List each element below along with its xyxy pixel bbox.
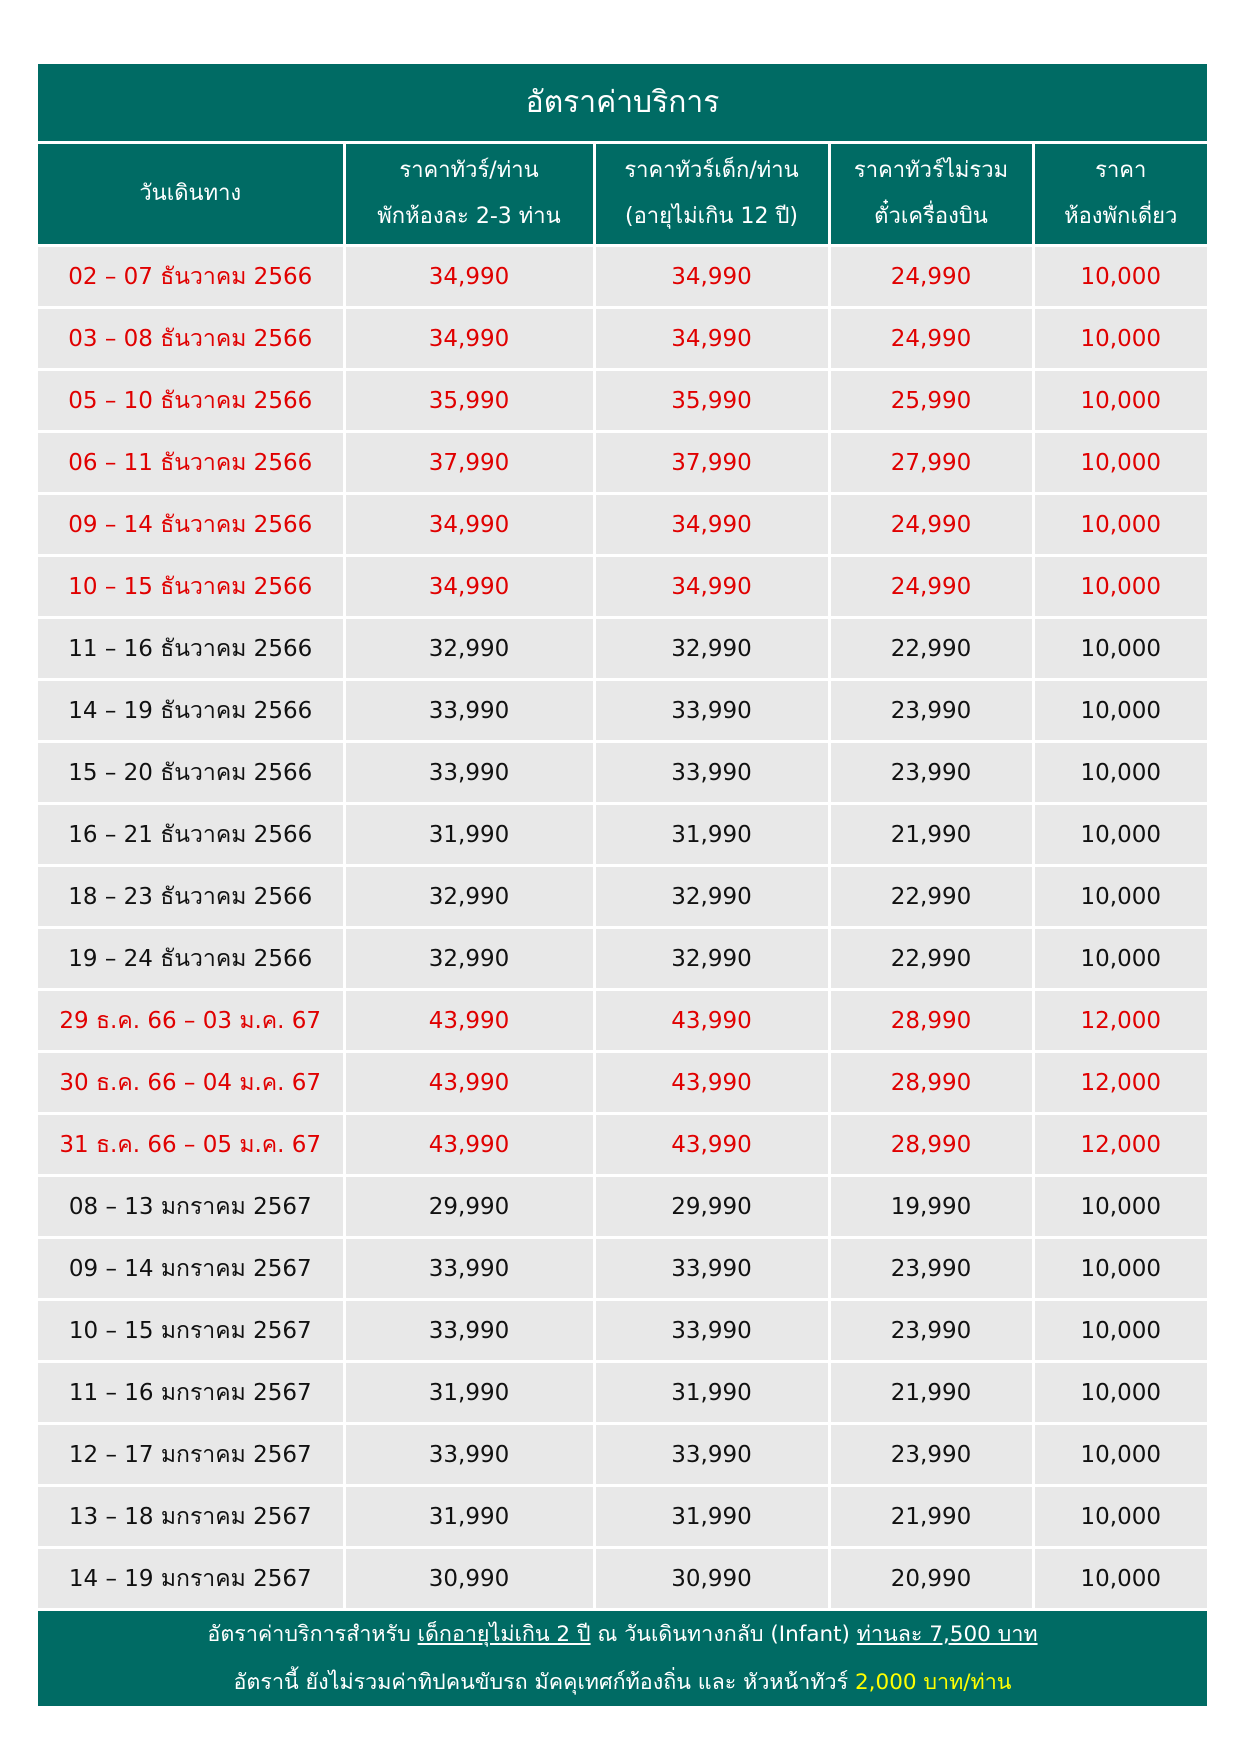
table-row bbox=[38, 1362, 1207, 1424]
cell-no-ticket-price: 22,990 bbox=[829, 866, 1033, 928]
rates-body bbox=[38, 246, 1207, 1609]
header-line: วันเดินทาง bbox=[139, 181, 242, 206]
table-row bbox=[38, 990, 1207, 1052]
cell-travel-date: 31 ธ.ค. 66 – 05 ม.ค. 67 bbox=[38, 1114, 344, 1176]
cell-child-price: 33,990 bbox=[594, 680, 829, 742]
cell-child-price: 34,990 bbox=[594, 246, 829, 308]
cell-child-price: 34,990 bbox=[594, 494, 829, 556]
cell-adult-price: 34,990 bbox=[344, 494, 594, 556]
footer-notes bbox=[38, 1608, 1207, 1706]
table-row bbox=[38, 246, 1207, 308]
cell-child-price: 31,990 bbox=[594, 1362, 829, 1424]
cell-child-price: 33,990 bbox=[594, 1300, 829, 1362]
cell-travel-date: 18 – 23 ธันวาคม 2566 bbox=[38, 866, 344, 928]
cell-travel-date: 10 – 15 ธันวาคม 2566 bbox=[38, 556, 344, 618]
cell-child-price: 31,990 bbox=[594, 804, 829, 866]
rate-sheet bbox=[38, 64, 1207, 1706]
table-row bbox=[38, 370, 1207, 432]
header-no-ticket-price bbox=[829, 144, 1033, 246]
cell-no-ticket-price: 23,990 bbox=[829, 680, 1033, 742]
table-row bbox=[38, 556, 1207, 618]
table-row bbox=[38, 1424, 1207, 1486]
cell-no-ticket-price: 22,990 bbox=[829, 618, 1033, 680]
cell-adult-price: 31,990 bbox=[344, 1486, 594, 1548]
footer-infant-price: ท่านละ 7,500 บาท bbox=[856, 1621, 1038, 1647]
cell-child-price: 33,990 bbox=[594, 1238, 829, 1300]
cell-single-room-price: 10,000 bbox=[1033, 1362, 1207, 1424]
footer-text: อัตราค่าบริการสำหรับ bbox=[207, 1621, 418, 1647]
cell-no-ticket-price: 24,990 bbox=[829, 308, 1033, 370]
cell-adult-price: 32,990 bbox=[344, 618, 594, 680]
cell-child-price: 43,990 bbox=[594, 1052, 829, 1114]
header-travel-date bbox=[38, 144, 344, 246]
cell-single-room-price: 10,000 bbox=[1033, 1548, 1207, 1609]
cell-single-room-price: 10,000 bbox=[1033, 432, 1207, 494]
cell-adult-price: 43,990 bbox=[344, 1114, 594, 1176]
cell-travel-date: 16 – 21 ธันวาคม 2566 bbox=[38, 804, 344, 866]
cell-no-ticket-price: 23,990 bbox=[829, 1424, 1033, 1486]
cell-travel-date: 15 – 20 ธันวาคม 2566 bbox=[38, 742, 344, 804]
cell-adult-price: 33,990 bbox=[344, 1238, 594, 1300]
cell-single-room-price: 12,000 bbox=[1033, 1052, 1207, 1114]
cell-travel-date: 14 – 19 มกราคม 2567 bbox=[38, 1548, 344, 1609]
cell-child-price: 30,990 bbox=[594, 1548, 829, 1609]
header-line: (อายุไม่เกิน 12 ปี) bbox=[624, 204, 798, 229]
cell-no-ticket-price: 23,990 bbox=[829, 742, 1033, 804]
cell-adult-price: 32,990 bbox=[344, 928, 594, 990]
cell-child-price: 43,990 bbox=[594, 1114, 829, 1176]
table-row bbox=[38, 1300, 1207, 1362]
table-row bbox=[38, 1238, 1207, 1300]
cell-adult-price: 29,990 bbox=[344, 1176, 594, 1238]
cell-adult-price: 31,990 bbox=[344, 1362, 594, 1424]
cell-adult-price: 34,990 bbox=[344, 308, 594, 370]
cell-single-room-price: 10,000 bbox=[1033, 1238, 1207, 1300]
header-row bbox=[38, 144, 1207, 246]
cell-child-price: 35,990 bbox=[594, 370, 829, 432]
cell-adult-price: 34,990 bbox=[344, 556, 594, 618]
footer-line-tips bbox=[234, 1659, 1012, 1707]
table-row bbox=[38, 1052, 1207, 1114]
table-row bbox=[38, 494, 1207, 556]
cell-single-room-price: 10,000 bbox=[1033, 618, 1207, 680]
cell-child-price: 32,990 bbox=[594, 866, 829, 928]
header-line: ตั๋วเครื่องบิน bbox=[874, 204, 988, 229]
table-row bbox=[38, 308, 1207, 370]
footer-line-infant bbox=[207, 1611, 1037, 1659]
cell-adult-price: 43,990 bbox=[344, 1052, 594, 1114]
cell-no-ticket-price: 23,990 bbox=[829, 1238, 1033, 1300]
cell-single-room-price: 10,000 bbox=[1033, 494, 1207, 556]
table-row bbox=[38, 742, 1207, 804]
cell-single-room-price: 10,000 bbox=[1033, 866, 1207, 928]
cell-no-ticket-price: 22,990 bbox=[829, 928, 1033, 990]
rates-table bbox=[38, 144, 1207, 1608]
cell-child-price: 32,990 bbox=[594, 618, 829, 680]
footer-infant-age: เด็กอายุไม่เกิน 2 ปี bbox=[417, 1621, 591, 1647]
cell-no-ticket-price: 24,990 bbox=[829, 246, 1033, 308]
cell-travel-date: 13 – 18 มกราคม 2567 bbox=[38, 1486, 344, 1548]
table-row bbox=[38, 1176, 1207, 1238]
footer-text: ณ วันเดินทางกลับ (Infant) bbox=[590, 1621, 857, 1647]
cell-child-price: 34,990 bbox=[594, 556, 829, 618]
cell-single-room-price: 10,000 bbox=[1033, 1486, 1207, 1548]
cell-adult-price: 33,990 bbox=[344, 742, 594, 804]
cell-child-price: 32,990 bbox=[594, 928, 829, 990]
cell-no-ticket-price: 28,990 bbox=[829, 1052, 1033, 1114]
cell-travel-date: 10 – 15 มกราคม 2567 bbox=[38, 1300, 344, 1362]
cell-adult-price: 37,990 bbox=[344, 432, 594, 494]
cell-travel-date: 09 – 14 มกราคม 2567 bbox=[38, 1238, 344, 1300]
header-line: ราคาทัวร์เด็ก/ท่าน bbox=[624, 158, 799, 183]
table-title: อัตราค่าบริการ bbox=[38, 64, 1207, 144]
cell-single-room-price: 10,000 bbox=[1033, 370, 1207, 432]
cell-travel-date: 05 – 10 ธันวาคม 2566 bbox=[38, 370, 344, 432]
cell-child-price: 37,990 bbox=[594, 432, 829, 494]
table-row bbox=[38, 1486, 1207, 1548]
cell-adult-price: 43,990 bbox=[344, 990, 594, 1052]
cell-no-ticket-price: 28,990 bbox=[829, 990, 1033, 1052]
cell-travel-date: 02 – 07 ธันวาคม 2566 bbox=[38, 246, 344, 308]
cell-no-ticket-price: 24,990 bbox=[829, 494, 1033, 556]
header-single-room-price bbox=[1033, 144, 1207, 246]
cell-adult-price: 34,990 bbox=[344, 246, 594, 308]
table-row bbox=[38, 928, 1207, 990]
cell-single-room-price: 10,000 bbox=[1033, 556, 1207, 618]
header-line: ราคาทัวร์ไม่รวม bbox=[853, 158, 1009, 183]
cell-single-room-price: 10,000 bbox=[1033, 742, 1207, 804]
cell-travel-date: 29 ธ.ค. 66 – 03 ม.ค. 67 bbox=[38, 990, 344, 1052]
cell-child-price: 34,990 bbox=[594, 308, 829, 370]
cell-single-room-price: 10,000 bbox=[1033, 1300, 1207, 1362]
table-row bbox=[38, 618, 1207, 680]
cell-child-price: 43,990 bbox=[594, 990, 829, 1052]
cell-adult-price: 30,990 bbox=[344, 1548, 594, 1609]
cell-single-room-price: 10,000 bbox=[1033, 928, 1207, 990]
header-line: พักห้องละ 2-3 ท่าน bbox=[377, 204, 561, 229]
cell-no-ticket-price: 20,990 bbox=[829, 1548, 1033, 1609]
cell-adult-price: 35,990 bbox=[344, 370, 594, 432]
table-row bbox=[38, 680, 1207, 742]
footer-tip-amount: 2,000 บาท/ท่าน bbox=[855, 1669, 1012, 1695]
cell-no-ticket-price: 21,990 bbox=[829, 804, 1033, 866]
cell-single-room-price: 10,000 bbox=[1033, 246, 1207, 308]
header-line: ห้องพักเดี่ยว bbox=[1064, 204, 1178, 229]
cell-single-room-price: 10,000 bbox=[1033, 804, 1207, 866]
cell-single-room-price: 10,000 bbox=[1033, 680, 1207, 742]
cell-child-price: 33,990 bbox=[594, 1424, 829, 1486]
table-row bbox=[38, 866, 1207, 928]
cell-adult-price: 33,990 bbox=[344, 1424, 594, 1486]
header-child-price bbox=[594, 144, 829, 246]
cell-travel-date: 11 – 16 ธันวาคม 2566 bbox=[38, 618, 344, 680]
cell-travel-date: 19 – 24 ธันวาคม 2566 bbox=[38, 928, 344, 990]
header-line: ราคาทัวร์/ท่าน bbox=[399, 158, 539, 183]
header-line: ราคา bbox=[1095, 158, 1147, 183]
cell-child-price: 33,990 bbox=[594, 742, 829, 804]
cell-no-ticket-price: 23,990 bbox=[829, 1300, 1033, 1362]
table-row bbox=[38, 1548, 1207, 1609]
cell-no-ticket-price: 19,990 bbox=[829, 1176, 1033, 1238]
cell-travel-date: 30 ธ.ค. 66 – 04 ม.ค. 67 bbox=[38, 1052, 344, 1114]
table-row bbox=[38, 804, 1207, 866]
cell-no-ticket-price: 21,990 bbox=[829, 1362, 1033, 1424]
cell-travel-date: 06 – 11 ธันวาคม 2566 bbox=[38, 432, 344, 494]
table-row bbox=[38, 1114, 1207, 1176]
cell-single-room-price: 10,000 bbox=[1033, 308, 1207, 370]
cell-no-ticket-price: 24,990 bbox=[829, 556, 1033, 618]
cell-adult-price: 33,990 bbox=[344, 680, 594, 742]
cell-child-price: 31,990 bbox=[594, 1486, 829, 1548]
cell-travel-date: 08 – 13 มกราคม 2567 bbox=[38, 1176, 344, 1238]
cell-no-ticket-price: 25,990 bbox=[829, 370, 1033, 432]
cell-no-ticket-price: 21,990 bbox=[829, 1486, 1033, 1548]
cell-adult-price: 31,990 bbox=[344, 804, 594, 866]
cell-no-ticket-price: 27,990 bbox=[829, 432, 1033, 494]
cell-adult-price: 33,990 bbox=[344, 1300, 594, 1362]
header-adult-price bbox=[344, 144, 594, 246]
cell-travel-date: 11 – 16 มกราคม 2567 bbox=[38, 1362, 344, 1424]
cell-travel-date: 03 – 08 ธันวาคม 2566 bbox=[38, 308, 344, 370]
cell-travel-date: 12 – 17 มกราคม 2567 bbox=[38, 1424, 344, 1486]
cell-travel-date: 14 – 19 ธันวาคม 2566 bbox=[38, 680, 344, 742]
footer-text: อัตรานี้ ยังไม่รวมค่าทิปคนขับรถ มัคคุเทศก์ท้องถิ่น และ หัวหน้าทัวร์ bbox=[233, 1669, 855, 1695]
cell-single-room-price: 12,000 bbox=[1033, 990, 1207, 1052]
cell-single-room-price: 10,000 bbox=[1033, 1176, 1207, 1238]
cell-travel-date: 09 – 14 ธันวาคม 2566 bbox=[38, 494, 344, 556]
cell-child-price: 29,990 bbox=[594, 1176, 829, 1238]
table-row bbox=[38, 432, 1207, 494]
cell-no-ticket-price: 28,990 bbox=[829, 1114, 1033, 1176]
cell-single-room-price: 10,000 bbox=[1033, 1424, 1207, 1486]
cell-single-room-price: 12,000 bbox=[1033, 1114, 1207, 1176]
cell-adult-price: 32,990 bbox=[344, 866, 594, 928]
